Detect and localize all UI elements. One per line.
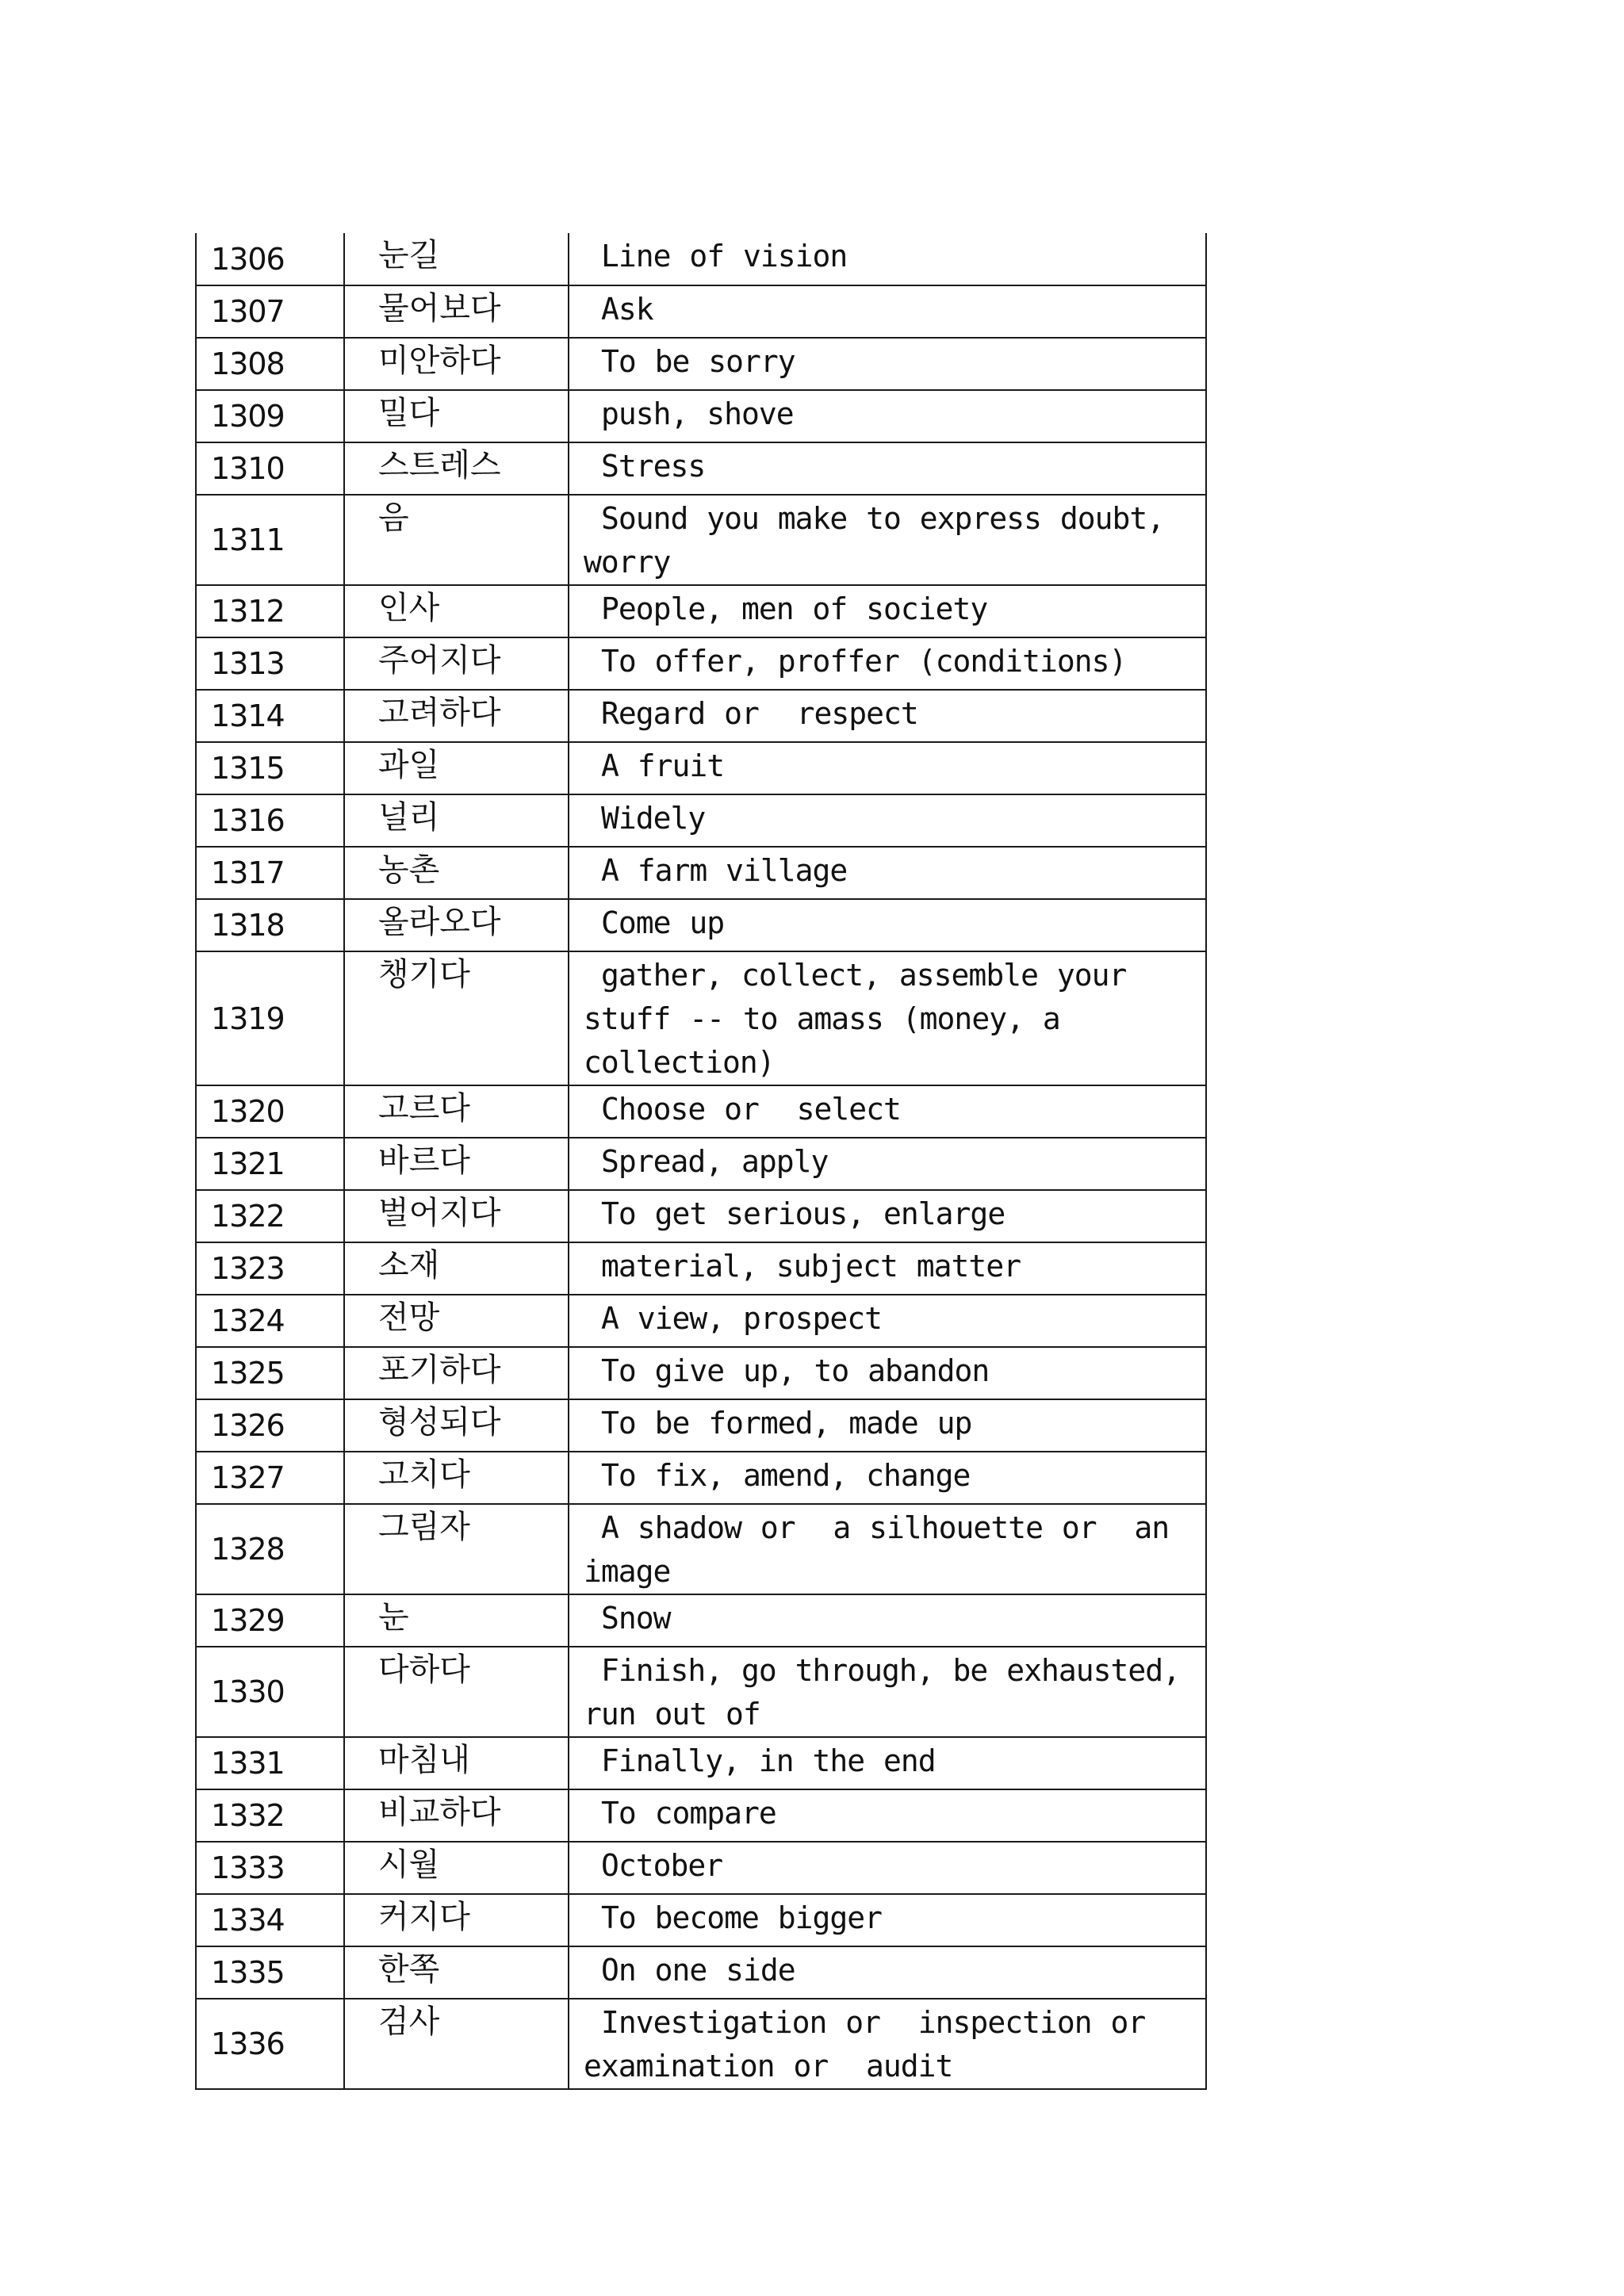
entry-number: 1320 (196, 1085, 344, 1138)
english-meaning (569, 1085, 1206, 1138)
entry-number: 1336 (196, 1999, 344, 2089)
table-row (196, 585, 1206, 637)
table-row (196, 285, 1206, 338)
english-meaning (569, 1295, 1206, 1347)
entry-number: 1329 (196, 1594, 344, 1647)
table-row (196, 1737, 1206, 1789)
table-row (196, 690, 1206, 742)
korean-word: 눈길 (344, 233, 569, 285)
english-meaning (569, 233, 1206, 285)
english-meaning (569, 1737, 1206, 1789)
english-meaning (569, 1999, 1206, 2089)
english-meaning-text: Regard or respect (601, 696, 918, 731)
english-meaning-text: October (601, 1848, 723, 1883)
table-row (196, 1242, 1206, 1295)
korean-word: 그림자 (344, 1504, 569, 1594)
english-meaning (569, 1594, 1206, 1647)
vocabulary-table-body (196, 233, 1206, 2089)
korean-word: 한쪽 (344, 1946, 569, 1999)
entry-number: 1319 (196, 951, 344, 1085)
english-meaning-text: On one side (601, 1953, 795, 1988)
english-meaning-text: To compare (601, 1796, 776, 1831)
english-meaning (569, 1347, 1206, 1399)
table-row (196, 1138, 1206, 1190)
english-meaning-text: To fix, amend, change (601, 1458, 971, 1493)
english-meaning (569, 794, 1206, 847)
english-meaning (569, 1399, 1206, 1452)
entry-number: 1308 (196, 338, 344, 390)
english-meaning (569, 338, 1206, 390)
english-meaning (569, 1647, 1206, 1737)
entry-number: 1334 (196, 1894, 344, 1946)
table-row (196, 1894, 1206, 1946)
entry-number: 1333 (196, 1842, 344, 1894)
korean-word: 마침내 (344, 1737, 569, 1789)
entry-number: 1328 (196, 1504, 344, 1594)
korean-word: 물어보다 (344, 285, 569, 338)
table-row (196, 1347, 1206, 1399)
table-row (196, 1999, 1206, 2089)
korean-word: 올라오다 (344, 899, 569, 951)
english-meaning-text: Line of vision (601, 239, 848, 274)
table-row (196, 1190, 1206, 1242)
korean-word: 음 (344, 495, 569, 585)
korean-word: 스트레스 (344, 442, 569, 495)
korean-word: 고려하다 (344, 690, 569, 742)
korean-word: 포기하다 (344, 1347, 569, 1399)
english-meaning-text: Ask (601, 292, 653, 327)
entry-number: 1330 (196, 1647, 344, 1737)
entry-number: 1312 (196, 585, 344, 637)
entry-number: 1335 (196, 1946, 344, 1999)
english-meaning-text: push, shove (601, 396, 794, 431)
english-meaning (569, 285, 1206, 338)
english-meaning-text: material, subject matter (601, 1249, 1021, 1284)
entry-number: 1314 (196, 690, 344, 742)
korean-word: 미안하다 (344, 338, 569, 390)
english-meaning-text: To give up, to abandon (601, 1353, 990, 1388)
korean-word: 고치다 (344, 1452, 569, 1504)
english-meaning (569, 951, 1206, 1085)
english-meaning (569, 442, 1206, 495)
entry-number: 1318 (196, 899, 344, 951)
table-row (196, 637, 1206, 690)
entry-number: 1324 (196, 1295, 344, 1347)
table-row (196, 1452, 1206, 1504)
table-row (196, 1399, 1206, 1452)
english-meaning (569, 1242, 1206, 1295)
english-meaning (569, 1946, 1206, 1999)
english-meaning-text: gather, collect, assemble your stuff -- to amass (money, a collection) (584, 958, 1146, 1080)
english-meaning-text: A shadow or a silhouette or an image (584, 1510, 1188, 1589)
entry-number: 1322 (196, 1190, 344, 1242)
entry-number: 1323 (196, 1242, 344, 1295)
table-row (196, 794, 1206, 847)
english-meaning-text: To offer, proffer (conditions) (601, 644, 1127, 679)
english-meaning (569, 585, 1206, 637)
english-meaning (569, 1138, 1206, 1190)
table-row (196, 442, 1206, 495)
english-meaning (569, 742, 1206, 794)
table-row (196, 847, 1206, 899)
entry-number: 1316 (196, 794, 344, 847)
entry-number: 1309 (196, 390, 344, 442)
english-meaning-text: Widely (601, 801, 706, 836)
english-meaning-text: Finish, go through, be exhausted, run out of (584, 1653, 1199, 1732)
english-meaning-text: People, men of society (601, 591, 988, 626)
vocabulary-table (195, 233, 1207, 2090)
table-row (196, 338, 1206, 390)
english-meaning-text: Stress (601, 449, 706, 484)
english-meaning (569, 1789, 1206, 1842)
english-meaning (569, 899, 1206, 951)
table-row (196, 1946, 1206, 1999)
table-row (196, 495, 1206, 585)
korean-word: 농촌 (344, 847, 569, 899)
table-row (196, 742, 1206, 794)
entry-number: 1311 (196, 495, 344, 585)
entry-number: 1325 (196, 1347, 344, 1399)
korean-word: 시월 (344, 1842, 569, 1894)
english-meaning-text: To be formed, made up (601, 1406, 972, 1441)
korean-word: 비교하다 (344, 1789, 569, 1842)
table-row (196, 1504, 1206, 1594)
korean-word: 널리 (344, 794, 569, 847)
english-meaning (569, 637, 1206, 690)
korean-word: 커지다 (344, 1894, 569, 1946)
entry-number: 1332 (196, 1789, 344, 1842)
entry-number: 1307 (196, 285, 344, 338)
table-row (196, 390, 1206, 442)
english-meaning-text: A fruit (601, 748, 725, 783)
english-meaning-text: A view, prospect (601, 1301, 883, 1336)
table-row (196, 233, 1206, 285)
entry-number: 1331 (196, 1737, 344, 1789)
korean-word: 소재 (344, 1242, 569, 1295)
english-meaning (569, 1842, 1206, 1894)
english-meaning-text: To get serious, enlarge (601, 1196, 1005, 1231)
english-meaning (569, 690, 1206, 742)
korean-word: 벌어지다 (344, 1190, 569, 1242)
korean-word: 전망 (344, 1295, 569, 1347)
entry-number: 1327 (196, 1452, 344, 1504)
english-meaning-text: Sound you make to express doubt, worry (584, 501, 1183, 580)
english-meaning (569, 1504, 1206, 1594)
korean-word: 형성되다 (344, 1399, 569, 1452)
entry-number: 1306 (196, 233, 344, 285)
english-meaning (569, 495, 1206, 585)
english-meaning (569, 390, 1206, 442)
korean-word: 챙기다 (344, 951, 569, 1085)
entry-number: 1317 (196, 847, 344, 899)
korean-word: 다하다 (344, 1647, 569, 1737)
english-meaning (569, 1452, 1206, 1504)
table-row (196, 951, 1206, 1085)
table-row (196, 1789, 1206, 1842)
korean-word: 과일 (344, 742, 569, 794)
korean-word: 주어지다 (344, 637, 569, 690)
table-row (196, 1842, 1206, 1894)
table-row (196, 1295, 1206, 1347)
korean-word: 바르다 (344, 1138, 569, 1190)
korean-word: 밀다 (344, 390, 569, 442)
english-meaning (569, 1190, 1206, 1242)
korean-word: 인사 (344, 585, 569, 637)
english-meaning (569, 1894, 1206, 1946)
english-meaning-text: To become bigger (601, 1900, 883, 1935)
entry-number: 1313 (196, 637, 344, 690)
entry-number: 1326 (196, 1399, 344, 1452)
english-meaning-text: Spread, apply (601, 1144, 829, 1179)
table-row (196, 899, 1206, 951)
entry-number: 1310 (196, 442, 344, 495)
english-meaning-text: Come up (601, 905, 725, 940)
table-row (196, 1647, 1206, 1737)
entry-number: 1321 (196, 1138, 344, 1190)
english-meaning-text: To be sorry (601, 344, 795, 379)
english-meaning (569, 847, 1206, 899)
korean-word: 고르다 (344, 1085, 569, 1138)
english-meaning-text: Finally, in the end (601, 1743, 936, 1778)
entry-number: 1315 (196, 742, 344, 794)
english-meaning-text: Choose or select (601, 1092, 901, 1127)
table-row (196, 1594, 1206, 1647)
english-meaning-text: Snow (601, 1601, 671, 1636)
english-meaning-text: Investigation or inspection or examination or audit (584, 2005, 1165, 2084)
korean-word: 눈 (344, 1594, 569, 1647)
english-meaning-text: A farm village (601, 853, 848, 888)
table-row (196, 1085, 1206, 1138)
korean-word: 검사 (344, 1999, 569, 2089)
